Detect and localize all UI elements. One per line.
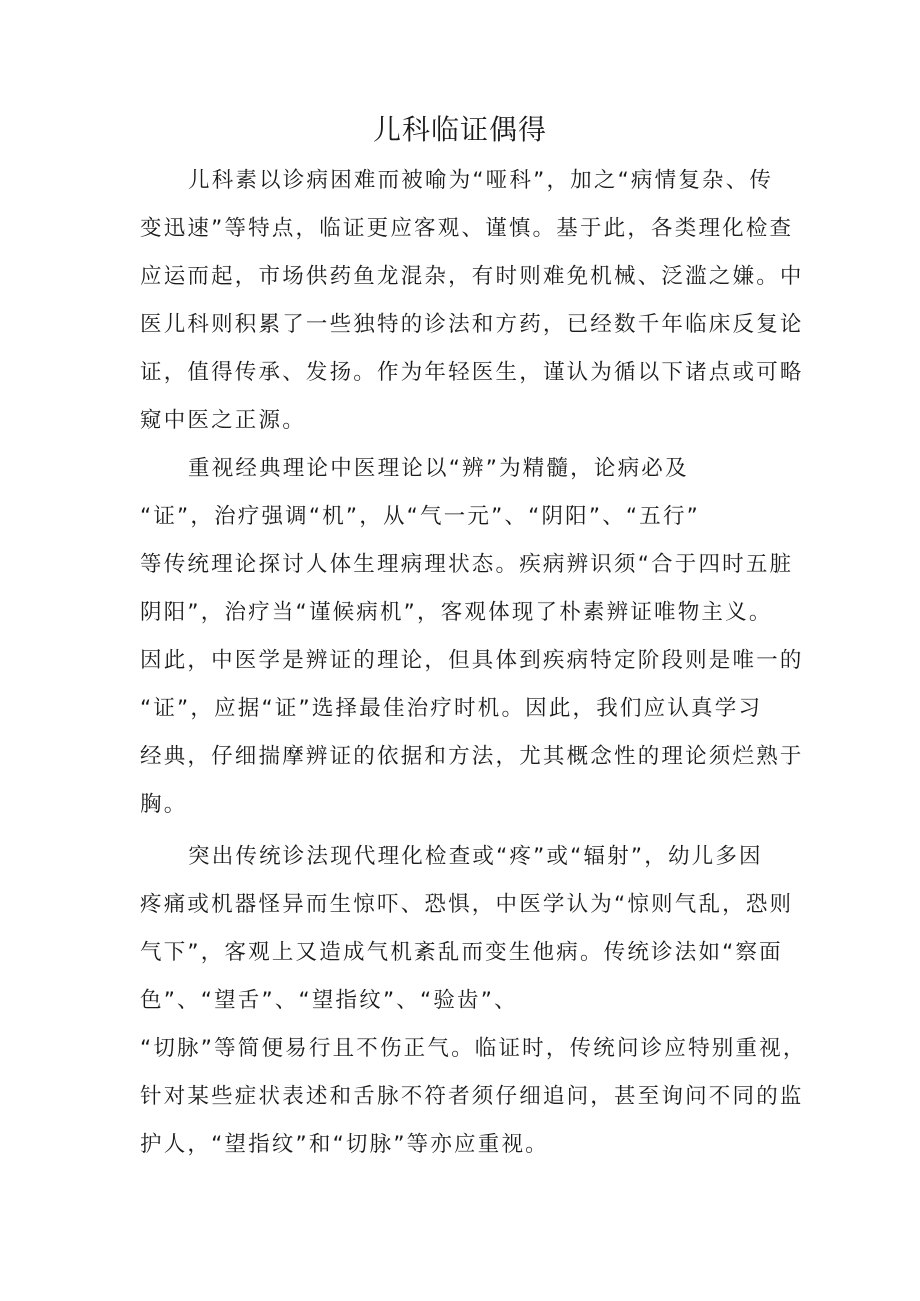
body-line: “证”，应据“证”选择最佳治疗时机。因此，我们应认真学习: [140, 696, 763, 721]
body-line: 医儿科则积累了一些独特的诊法和方药，已经数千年临床反复论: [140, 312, 804, 337]
body-line: 儿科素以诊病困难而被喻为“哑科”，加之“病情复杂、传: [188, 168, 774, 193]
body-line: 气下”，客观上又造成气机紊乱而变生他病。传统诊法如“察面: [140, 940, 783, 965]
body-line: 色”、“望舌”、“望指纹”、“验齿”、: [140, 988, 518, 1013]
body-line: 胸。: [140, 792, 188, 817]
body-line: 应运而起，市场供药鱼龙混杂，有时则难免机械、泛滥之嫌。中: [140, 264, 804, 289]
body-line: 等传统理论探讨人体生理病理状态。疾病辨识须“合于四时五脏: [140, 552, 794, 577]
body-line: 因此，中医学是辨证的理论，但具体到疾病特定阶段则是唯一的: [140, 648, 804, 673]
body-line: 变迅速”等特点，临证更应客观、谨慎。基于此，各类理化检查: [140, 216, 794, 241]
body-line: 证，值得传承、发扬。作为年轻医生，谨认为循以下诸点或可略: [140, 360, 804, 385]
body-line: 护人，“望指纹”和“切脉”等亦应重视。: [140, 1132, 549, 1157]
body-line: 阴阳”，治疗当“谨候病机”，客观体现了朴素辨证唯物主义。: [140, 600, 773, 625]
document-title: 儿科临证偶得: [372, 113, 547, 146]
body-line: 窥中医之正源。: [140, 408, 306, 433]
body-line: 疼痛或机器怪异而生惊吓、恐惧，中医学认为“惊则气乱，恐则: [140, 892, 794, 917]
body-line: “切脉”等简便易行且不伤正气。临证时，传统问诊应特别重视，: [140, 1036, 807, 1061]
body-line: “证”，治疗强调“机”，从“气一元”、“阴阳”、“五行”: [140, 504, 700, 529]
body-line: 针对某些症状表述和舌脉不符者须仔细追问，甚至询问不同的监: [140, 1084, 804, 1109]
body-line: 经典，仔细揣摩辨证的依据和方法，尤其概念性的理论须烂熟于: [140, 744, 804, 769]
body-line: 重视经典理论中医理论以“辨”为精髓，论病必及: [188, 456, 689, 481]
body-line: 突出传统诊法现代理化检查或“疼”或“辐射”，幼儿多因: [188, 844, 763, 869]
